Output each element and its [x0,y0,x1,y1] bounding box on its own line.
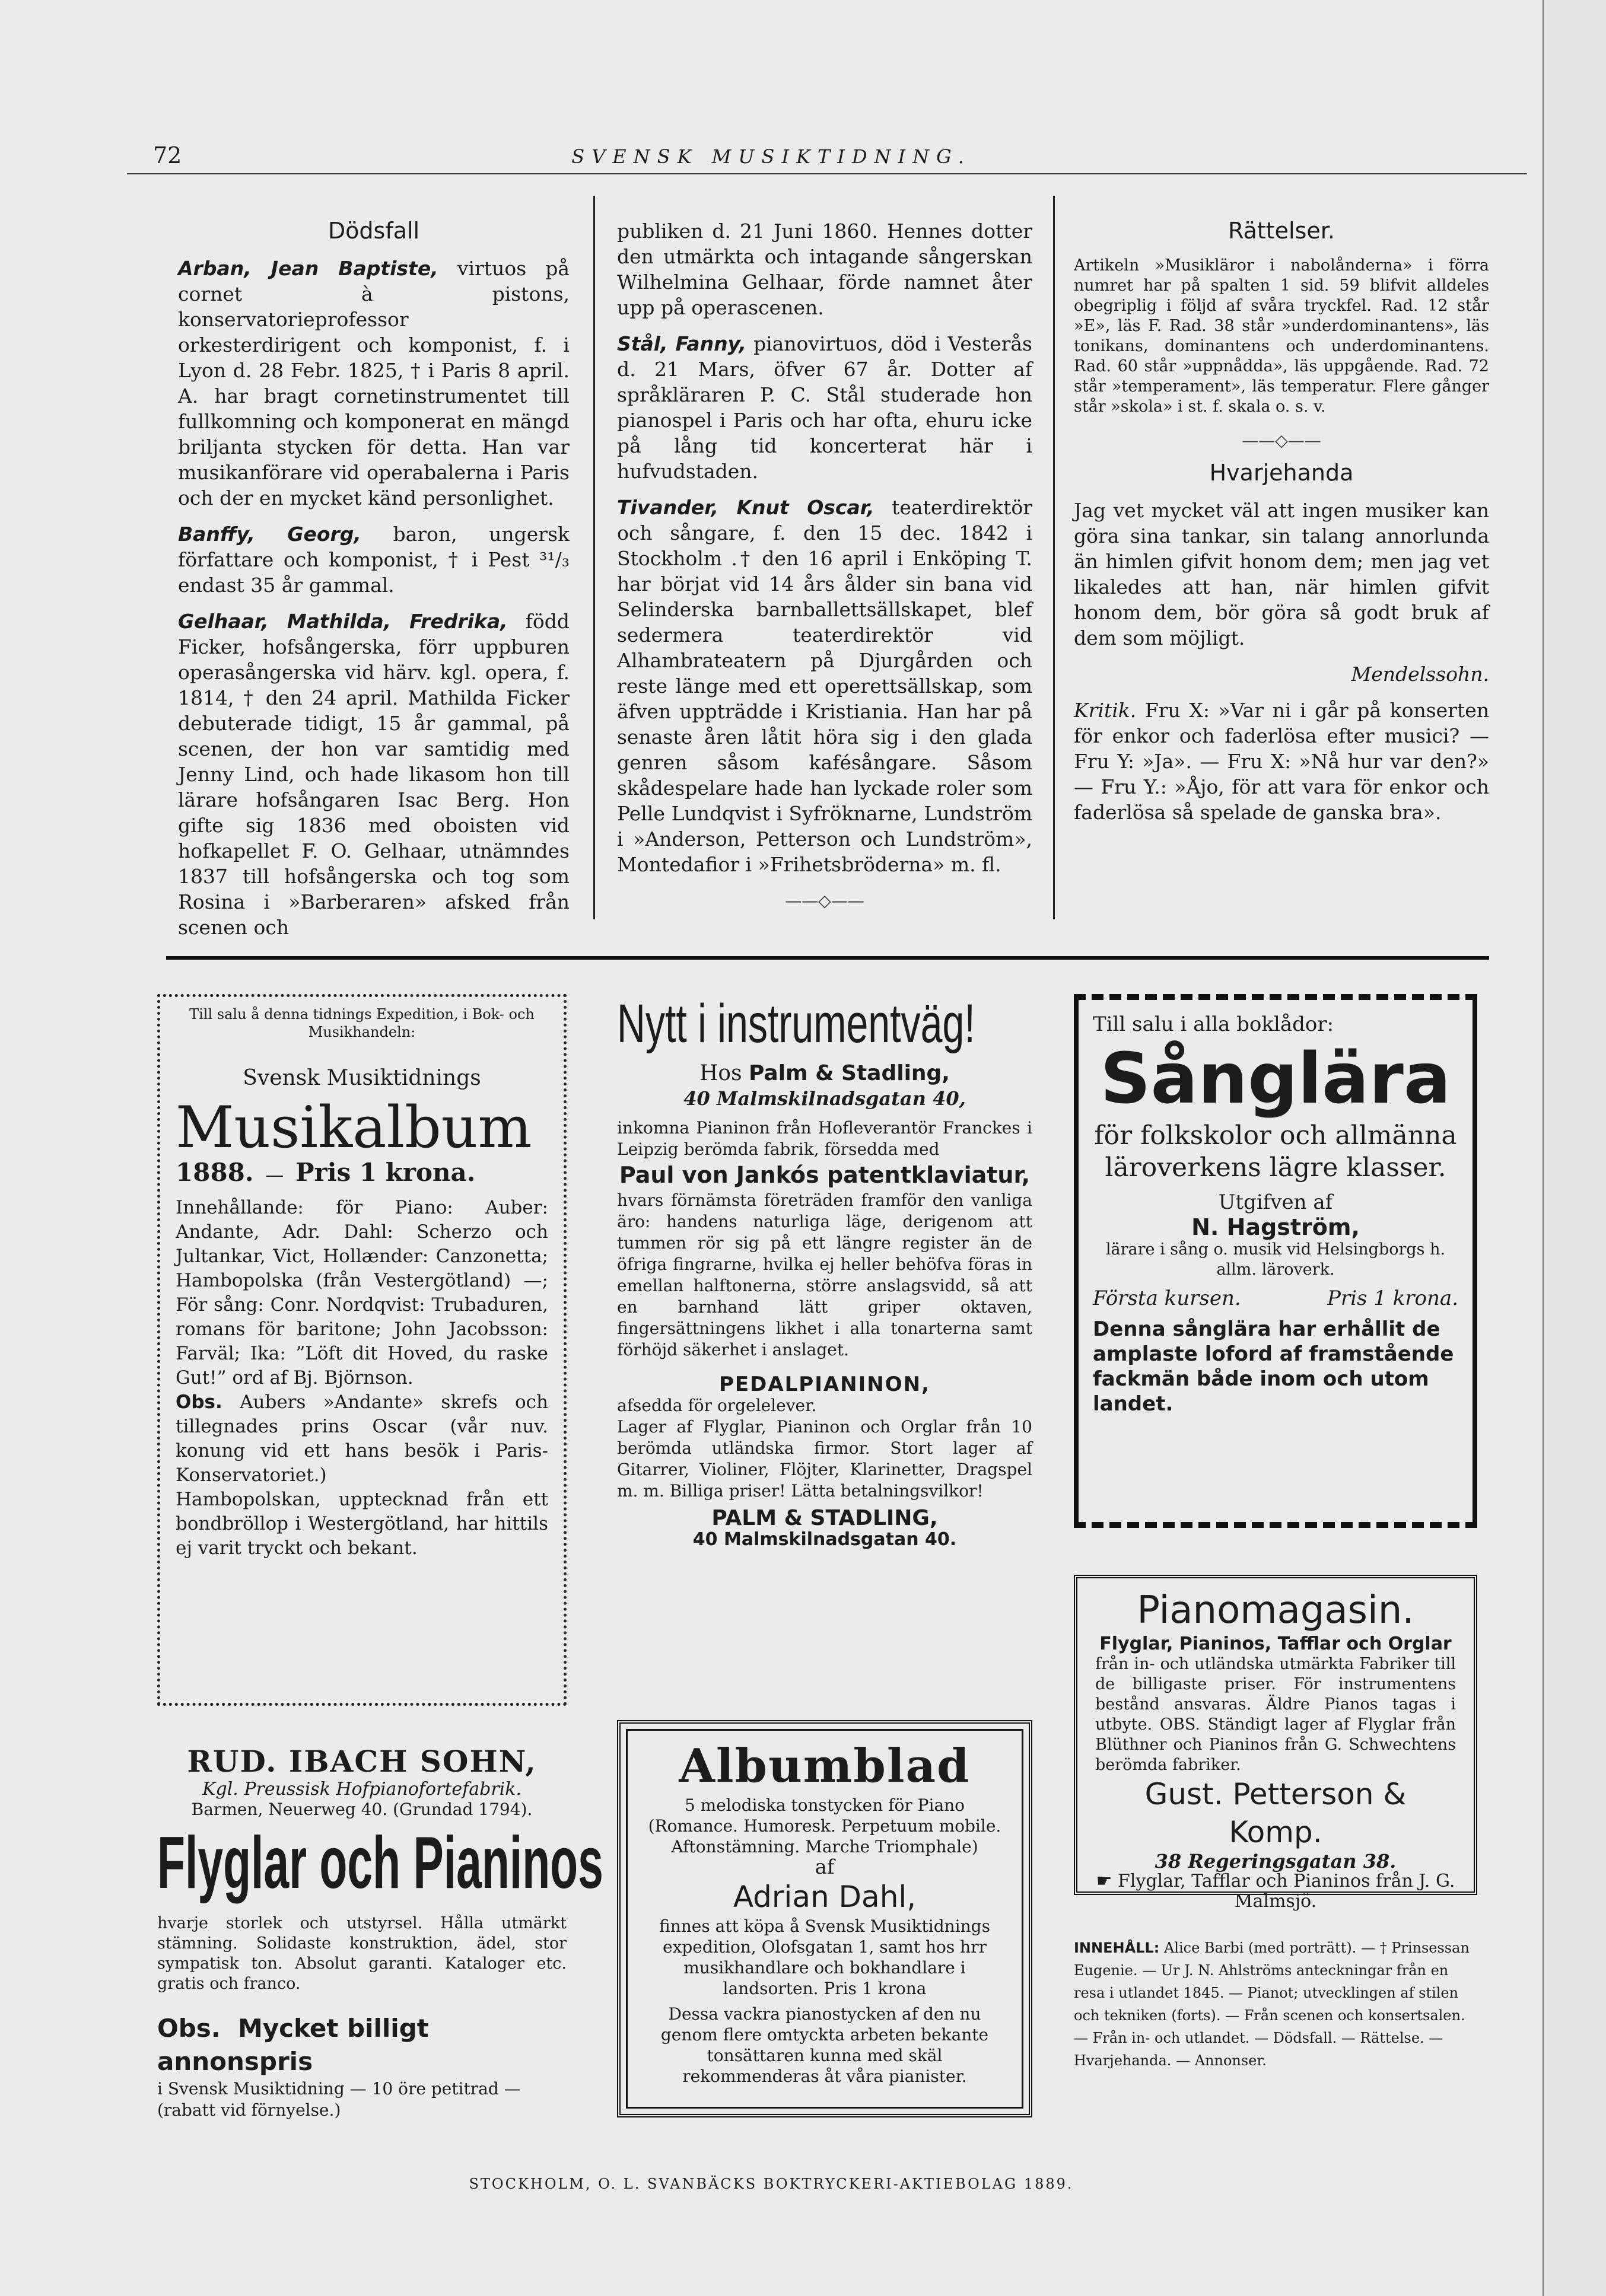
running-title: SVENSK MUSIKTIDNING. [571,145,971,168]
ad-pedal-desc: afsedda för orgelelever. [617,1396,817,1415]
section-title: Hvarjehanda [1209,460,1354,486]
column-divider [593,196,595,919]
printer-footer: STOCKHOLM, O. L. SVANBÄCKS BOKTRYCKERI-AKTIEBOLAG 1889. [469,2176,1074,2192]
page-number: 72 [153,142,182,168]
ad-firm: Gust. Petterson & Komp. [1144,1777,1407,1849]
ad-title: Musikalbum [176,1094,532,1161]
ad-subtitle: Kgl. Preussisk Hofpianofortefabrik. [202,1779,521,1800]
ad-hos: Hos Palm & Stadling, [699,1061,950,1085]
column-obituaries-cont [617,218,1032,921]
ad-address: Barmen, Neuerweg 40. (Grundad 1794). [191,1800,533,1819]
corrections-text: Artikeln »Musikläror i nabolånderna» i förra numret har på spalten 1 sid. 59 blifvit alldeles obegriplig i följd af svåra tryckfel. Rad. 12 står »E», läs F. Rad. 38 står »underdominantens», läs tonikans, dominantens och underdominantens. Rad. 60 står »uppnådda», läs uppgående. Rad. 72 står »temperament», läs temperatur. Flere gånger står »skola» i st. f. skala o. s. v. [1074,256,1489,416]
ad-body: Innehållande: för Piano: Auber: Andante, Adr. Dahl: Scherzo och Jultankar, Vict, Hollænder: Canzonetta; Hambopolska (från Vestergötland) —; För sång: Conr. Nordqvist: Trubaduren, romans för baritone; John Jacobsson: Farväl; Ika: ”Löft dit Hoved, du raske Gut!” ord af Bj. Björnson. [176,1197,548,1389]
ad-edition-row: Första kursen. Pris 1 krona. [1093,1286,1458,1310]
ad-note: Dessa vackra pianostycken af den nu genom flere omtyckta arbeten bekante tonsättaren kunna med skäl rekommenderas åt våra pianister. [660,2004,989,2086]
quote-text: Jag vet mycket väl att ingen musiker kan göra sina tankar, sin talang annorlunda än himlen gifvit honom dem; men jag vet likaledes att han, när himlen gifvit honom dem, bör göra så godt bruk af dem som möjligt. [1074,499,1489,649]
ad-big-title: Flyglar och Pianinos [157,1822,603,1904]
ad-sanglara [1074,994,1477,1528]
ad-title: Nytt i instrumentväg! [617,993,975,1054]
ad-instruments [617,994,1032,1550]
ad-tail: ☛ Flyglar, Tafflar och Pianinos från J. G. Malmsjö. [1096,1871,1455,1912]
obituary-entry: Stål, Fanny, pianovirtuos, död i Vesterås d. 21 Mars, öfver 67 år. Dotter af språkläraren P. C. Stål studerade hon pianospel i Paris och har ofta, ehuru icke på lång tid koncerterat här i hufvudstaden. [617,332,1032,483]
ad-signature: PALM & STADLING, [711,1506,938,1530]
ad-praise: Denna sånglära har erhållit de amplaste loford af framstående fackmän både inom och utom landet. [1093,1317,1454,1416]
ad-body: från in- och utländska utmärkta Fabriker till de billigaste priser. För instrumentens bestånd ansvaras. Äldre Pianos tagas i utbyte. OBS. Ständigt lager af Flyglar från Blüthner och Pianinos från G. Schwechtens berömda fabriker. [1095,1655,1456,1774]
obituary-entry: Arban, Jean Baptiste, virtuos på cornet à pistons, konservatorieprofessor orkesterdirigent och komponist, f. i Lyon d. 28 Febr. 1825, † i Paris 8 april. A. har bragt cornetinstrumentet till fullkomning och komponerat en mängd briljanta stycken för detta. Han var musikanförare vid operabalerna i Paris och der en mycket känd personlighet. [178,257,570,509]
obituary-entry: Tivander, Knut Oscar, teaterdirektör och sångare, f. den 15 dec. 1842 i Stockholm .† den 16 april i Enköping T. har börjat vid 14 års ålder sin bana vid Selinderska barnballettsällskapet, blef sedermera teaterdirektör vid Alhambrateatern på Djurgården och reste länge med ett operettsällskap, som äfven uppträdde i Kristiania. Han har på senaste åren låtit höra sig i den glada genren såsom kafésångare. Såsom skådespelare hade han lyckade roler som Pelle Lundqvist i Syfröknarne, Lundström i »Anderson, Petterson och Lundström», Montedafior i »Frihetsbröderna» m. fl. [617,496,1033,876]
ornament: ——◇—— [1242,431,1321,450]
header-rule [127,173,1527,174]
ad-musikalbum [157,994,567,1706]
ad-heading: Flyglar, Pianinos, Tafflar och Orglar [1099,1633,1452,1654]
hand-pointer-icon: ☛ [1096,1871,1118,1891]
section-title: Rättelser. [1228,218,1335,244]
ad-obs-heading: Obs. Mycket billigt annonspris [157,2014,429,2076]
scan-border [1543,0,1606,2296]
ad-af: af [815,1855,835,1879]
ad-description: hvars förnämsta företräden framför den vanliga äro: handens naturliga läge, derigenom att tummen rör sig på ett längre register än de öfriga fingrarne, hvilka ej heller behöfva föras in emellan halftonerna, större anslagsvidd, så att en barnhand lätt griper oktaven, fingersättningens likhet i alla tonarterna samt förhöjd säkerhet i anslaget. [617,1190,1032,1359]
ad-sale-note: Till salu å denna tidnings Expedition, i Bok- och Musikhandeln: [189,1006,535,1040]
ad-where: finnes att köpa å Svensk Musiktidnings expedition, Olofsgatan 1, samt hos hrr musikhandlare och bokhandlare i landsorten. Pris 1 krona [659,1916,990,1998]
ad-body: 5 melodiska tonstycken för Piano (Romance. Humoresk. Perpetuum mobile. Aftonstämning. Marche Triomphale) [648,1795,1001,1856]
ad-albumblad [617,1720,1032,2117]
ad-published-by: Utgifven af [1218,1190,1333,1214]
ad-intro: inkomna Pianinon från Hofleverantör Franckes i Leipzig berömda fabrik, försedda med [617,1118,1032,1159]
table-of-contents: INNEHÅLL: Alice Barbi (med porträtt). — † Prinsessan Eugenie. — Ur J. N. Ahlströms anteckningar från en resa i utlandet 1845. — Pianot; utvecklingen af stilen och tekniken (forts). — Från scenen och konsertsalen. — Från in- och utlandet. — Dödsfall. — Rättelse. — Hvarjehanda. — Annonser. [1074,1940,1470,2069]
continued-text: publiken d. 21 Juni 1860. Hennes dotter den utmärkta och intagande sångerskan Wilhelmina Gelhaar, förde namnet åter upp på operascenen. [617,219,1032,319]
obituary-entry: Banffy, Georg, baron, ungersk författare och komponist, † i Pest ³¹/₃ endast 35 år gammal. [178,523,570,597]
ad-address: 38 Regeringsgatan 38. [1155,1850,1397,1873]
ad-author: N. Hagström, [1191,1214,1360,1240]
ad-obs: Obs. Aubers »Andante» skrefs och tillegnades prins Oscar (vår nuv. konung vid ett hans besök i Paris-Konservatoriet.) [176,1391,548,1486]
column-divider [1053,196,1055,919]
ad-sale-note: Till salu i alla boklådor: [1093,1012,1334,1036]
ad-title: Pianomagasin. [1137,1588,1414,1632]
ad-product: Paul von Jankós patentklaviatur, [619,1162,1031,1188]
ad-stock: Lager af Flyglar, Pianinon och Orglar från 10 berömda utländska firmor. Stort lager af Gitarrer, Violiner, Flöjter, Klarinetter, Dragspel m. m. Billiga priser! Lätta betalningsvilkor! [617,1417,1032,1501]
ad-price-line: 1888. — Pris 1 krona. [176,1158,476,1187]
section-rule [166,956,1489,960]
column-corrections [1074,218,1489,836]
ad-ibach [157,1744,603,2121]
ad-signature-address: 40 Malmskilnadsgatan 40. [692,1529,957,1550]
ad-subtitle: för folkskolor och allmänna läroverkens lägre klasser. [1094,1120,1457,1183]
ad-composer: Adrian Dahl, [733,1880,917,1914]
column-obituaries [178,218,570,951]
ornament: ——◇—— [785,891,864,910]
ad-pianomagasin [1074,1575,1477,1912]
ad-title: Albumblad [679,1739,971,1793]
ad-obs-text: i Svensk Musiktidning — 10 öre petitrad — (rabatt vid förnyelse.) [157,2079,521,2120]
quote-author: Mendelssohn. [1351,663,1489,686]
ad-hambo: Hambopolskan, upptecknad från ett bondbröllop i Westergötland, har hittils ej varit tryckt och bekant. [176,1489,548,1559]
section-title: Dödsfall [327,218,420,244]
ad-description: hvarje storlek och utstyrsel. Hålla utmärkt stämning. Solidaste konstruktion, ädel, stor sympatisk ton. Absolut garanti. Kataloger etc. gratis och franco. [157,1914,567,1993]
ad-address: 40 Malmskilnadsgatan 40, [683,1087,966,1110]
ad-pedal: PEDALPIANINON, [718,1372,931,1396]
ad-firm: RUD. IBACH SOHN, [187,1744,537,1779]
anecdote: Kritik. Fru X: »Var ni i går på konserten för enkor och faderlösa efter musici? — Fru Y: »Ja». — Fru X: »Nå hur var den?» — Fru Y.: »Åjo, för att vara för enkor och faderlösa så spelade de ganska bra». [1074,699,1489,824]
ad-subtitle: Svensk Musiktidnings [243,1066,481,1090]
ad-title: Sånglära [1100,1037,1451,1119]
ad-author-role: lärare i sång o. musik vid Helsingborgs h. allm. läroverk. [1105,1240,1446,1279]
obituary-entry: Gelhaar, Mathilda, Fredrika, född Ficker, hofsångerska, förr uppburen operasångerska vid härv. kgl. opera, f. 1814, † den 24 april. Mathilda Ficker debuterade tidigt, 15 år gammal, på scenen, der hon var samtidig med Jenny Lind, och hade likasom hon till lärare hofsångaren Isac Berg. Hon gifte sig 1836 med oboisten vid hofkapellet F. O. Gelhaar, utnämndes 1837 till hofsångerska och tog som Rosina i »Barberaren» afsked från scenen och [178,610,570,939]
